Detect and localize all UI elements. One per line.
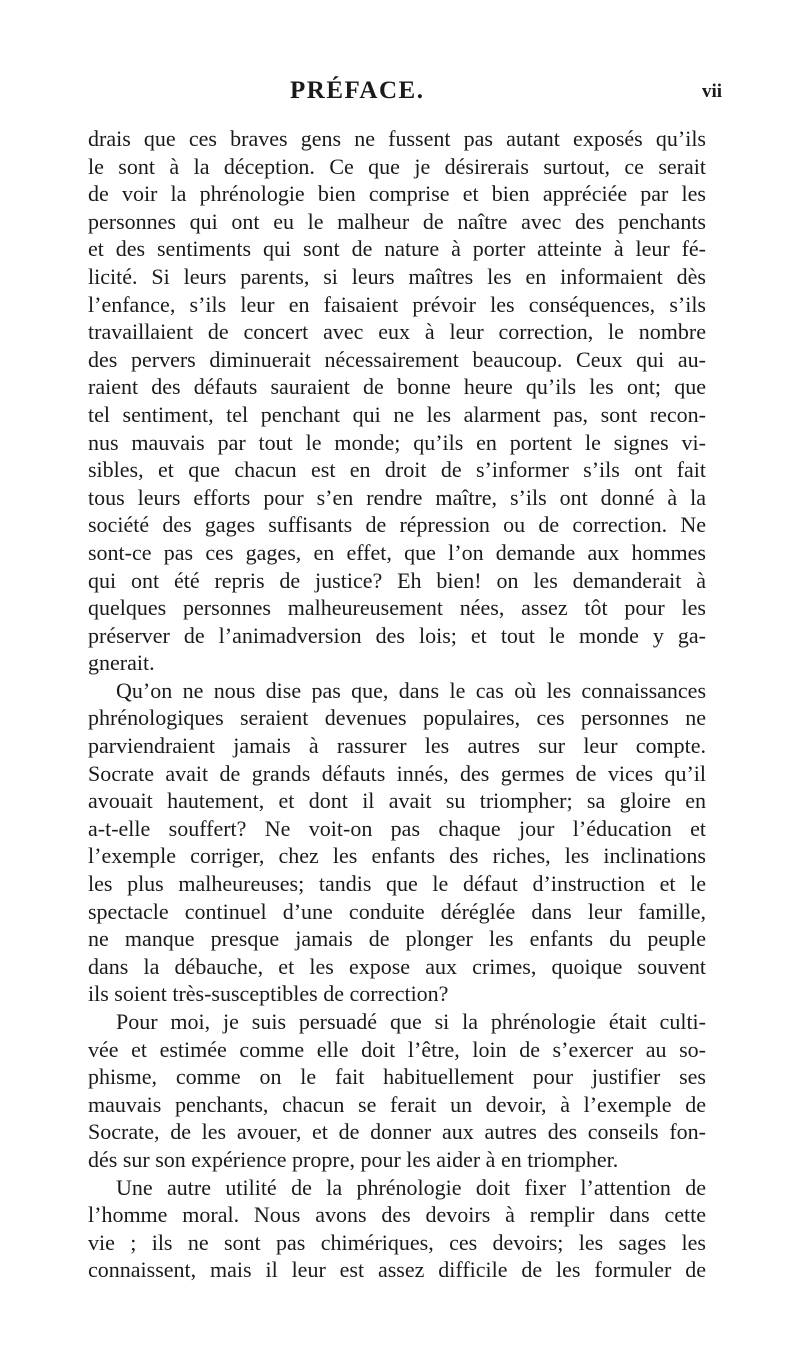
text-line: personnes qui ont eu le malheur de naître avec des penchants xyxy=(88,208,706,234)
text-line: le sont à la déception. Ce que je désirerais surtout, ce serait xyxy=(88,153,706,179)
text-line: vée et estimée comme elle doit l’être, loin de s’exercer au so- xyxy=(88,1036,706,1062)
text-line: mauvais penchants, chacun se ferait un devoir, à l’exemple de xyxy=(88,1091,706,1117)
text-line: ils soient très-susceptibles de correction? xyxy=(88,981,449,1007)
text-line: quelques personnes malheureusement nées, assez tôt pour les xyxy=(88,595,706,621)
paragraph-start-line: Une autre utilité de la phrénologie doit fixer l’attention de xyxy=(116,1174,706,1200)
running-head xyxy=(0,77,800,117)
text-line: parviendraient jamais à rassurer les autres sur leur compte. xyxy=(88,733,706,759)
text-line: licité. Si leurs parents, si leurs maîtres les en informaient dès xyxy=(88,263,706,289)
text-line: Socrate, de les avouer, et de donner aux autres des conseils fon- xyxy=(88,1119,706,1145)
text-line: et des sentiments qui sont de nature à porter atteinte à leur fé- xyxy=(88,236,706,262)
text-line: travaillaient de concert avec eux à leur correction, le nombre xyxy=(88,319,706,345)
text-line: des pervers diminuerait nécessairement beaucoup. Ceux qui au- xyxy=(88,346,706,372)
text-line: sont-ce pas ces gages, en effet, que l’on demande aux hommes xyxy=(88,539,706,565)
text-line: ne manque presque jamais de plonger les enfants du peuple xyxy=(88,926,706,952)
text-line: nus mauvais par tout le monde; qu’ils en portent le signes vi- xyxy=(88,429,706,455)
text-line: drais que ces braves gens ne fussent pas autant exposés qu’ils xyxy=(88,126,706,151)
text-line: connaissent, mais il leur est assez difficile de les formuler de xyxy=(88,1257,706,1283)
text-line: qui ont été repris de justice? Eh bien! on les demanderait à xyxy=(88,567,706,593)
text-line: raient des défauts sauraient de bonne heure qu’ils les ont; que xyxy=(88,374,706,400)
text-line: l’exemple corriger, chez les enfants des riches, les inclinations xyxy=(88,843,706,869)
text-line: société des gages suffisants de répression ou de correction. Ne xyxy=(88,512,706,538)
text-line: Socrate avait de grands défauts innés, des germes de vices qu’il xyxy=(88,760,706,786)
text-line: l’enfance, s’ils leur en faisaient prévoir les conséquences, s’ils xyxy=(88,291,706,317)
paragraph-start-line: Qu’on ne nous dise pas que, dans le cas où les connaissances xyxy=(116,677,706,703)
text-line: l’homme moral. Nous avons des devoirs à remplir dans cette xyxy=(88,1202,706,1228)
text-line: de voir la phrénologie bien comprise et bien appréciée par les xyxy=(88,181,706,207)
text-line: gnerait. xyxy=(88,650,155,676)
text-line: phisme, comme on le fait habituellement pour justifier ses xyxy=(88,1064,706,1090)
paragraph-start-line: Pour moi, je suis persuadé que si la phrénologie était culti- xyxy=(116,1009,706,1034)
text-line: phrénologiques seraient devenues populaires, ces personnes ne xyxy=(88,705,706,731)
text-line: tel sentiment, tel penchant qui ne les alarment pas, sont recon- xyxy=(88,401,706,427)
body-text xyxy=(88,125,706,1284)
text-line: dés sur son expérience propre, pour les aider à en triompher. xyxy=(88,1146,619,1172)
text-line: avouait hautement, et dont il avait su triompher; sa gloire en xyxy=(88,788,706,814)
text-line: spectacle continuel d’une conduite déréglée dans leur famille, xyxy=(88,898,706,924)
text-line: sibles, et que chacun est en droit de s’informer s’ils ont fait xyxy=(88,457,706,483)
text-line: vie ; ils ne sont pas chimériques, ces devoirs; les sages les xyxy=(88,1229,706,1255)
text-line: dans la débauche, et les expose aux crimes, quoique souvent xyxy=(88,953,706,979)
text-line: a-t-elle souffert? Ne voit-on pas chaque jour l’éducation et xyxy=(88,815,706,841)
text-line: les plus malheureuses; tandis que le défaut d’instruction et le xyxy=(88,871,706,897)
running-title: PRÉFACE. xyxy=(290,77,425,104)
page-number: vii xyxy=(702,81,723,102)
text-line: préserver de l’animadversion des lois; et tout le monde y ga- xyxy=(88,622,706,648)
text-line: tous leurs efforts pour s’en rendre maître, s’ils ont donné à la xyxy=(88,484,706,510)
